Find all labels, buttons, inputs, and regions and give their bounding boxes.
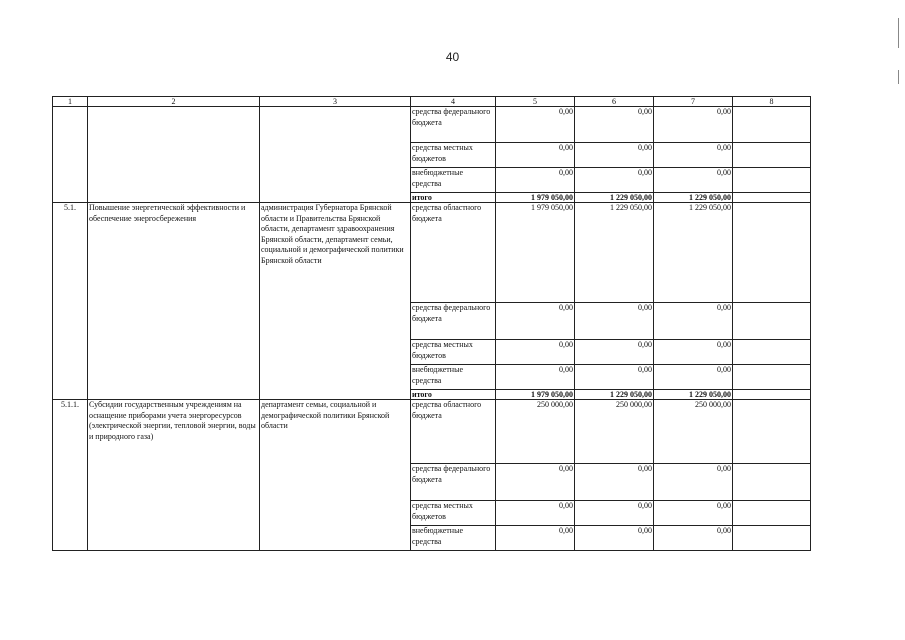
margin-mark <box>898 18 899 48</box>
amount-col7: 0,00 <box>654 107 733 143</box>
funding-source: внебюджетные средства <box>411 526 496 551</box>
amount-col7: 0,00 <box>654 143 733 168</box>
notes-cell <box>733 340 811 365</box>
amount-col5: 0,00 <box>496 501 575 526</box>
amount-col5: 0,00 <box>496 107 575 143</box>
notes-cell <box>733 526 811 551</box>
notes-cell <box>733 168 811 193</box>
funding-source: средства федерального бюджета <box>411 464 496 501</box>
amount-col7: 0,00 <box>654 340 733 365</box>
amount-col7: 0,00 <box>654 303 733 340</box>
column-header: 7 <box>654 97 733 107</box>
amount-col6: 1 229 050,00 <box>575 203 654 303</box>
amount-col7: 0,00 <box>654 464 733 501</box>
funding-source: средства областного бюджета <box>411 400 496 464</box>
amount-col5: 0,00 <box>496 303 575 340</box>
amount-col6: 250 000,00 <box>575 400 654 464</box>
executor: администрация Губернатора Брянской области и Правительства Брянской области, департамент здравоохранения Брянской области, департамент семьи, социальной и демографической политики Брянской области <box>260 203 411 400</box>
funding-source: средства федерального бюджета <box>411 107 496 143</box>
amount-col5: 0,00 <box>496 340 575 365</box>
amount-col7: 250 000,00 <box>654 400 733 464</box>
notes-cell <box>733 400 811 464</box>
item-number-cell <box>53 107 88 203</box>
funding-source: внебюджетные средства <box>411 168 496 193</box>
notes-cell <box>733 203 811 303</box>
amount-col6: 0,00 <box>575 464 654 501</box>
item-number: 5.1.1. <box>53 400 88 551</box>
amount-col7: 0,00 <box>654 526 733 551</box>
amount-col5: 0,00 <box>496 168 575 193</box>
column-header: 2 <box>88 97 260 107</box>
amount-col6: 0,00 <box>575 340 654 365</box>
column-header: 1 <box>53 97 88 107</box>
amount-col7: 1 229 050,00 <box>654 193 733 203</box>
notes-cell <box>733 193 811 203</box>
amount-col6: 0,00 <box>575 303 654 340</box>
funding-source: средства федерального бюджета <box>411 303 496 340</box>
amount-col5: 1 979 050,00 <box>496 390 575 400</box>
amount-col5: 0,00 <box>496 526 575 551</box>
notes-cell <box>733 365 811 390</box>
item-name: Повышение энергетической эффективности и обеспечение энергосбережения <box>88 203 260 400</box>
funding-source: средства местных бюджетов <box>411 340 496 365</box>
budget-table <box>52 96 811 551</box>
amount-col6: 1 229 050,00 <box>575 390 654 400</box>
amount-col6: 0,00 <box>575 143 654 168</box>
table-row <box>53 400 811 464</box>
amount-col7: 0,00 <box>654 501 733 526</box>
item-name-cell <box>88 107 260 203</box>
funding-source: внебюджетные средства <box>411 365 496 390</box>
table-row <box>53 107 811 143</box>
funding-source: средства местных бюджетов <box>411 143 496 168</box>
amount-col7: 0,00 <box>654 168 733 193</box>
funding-source: итого <box>411 390 496 400</box>
amount-col5: 1 979 050,00 <box>496 203 575 303</box>
page-number: 40 <box>445 50 460 64</box>
notes-cell <box>733 303 811 340</box>
amount-col5: 0,00 <box>496 365 575 390</box>
amount-col6: 0,00 <box>575 501 654 526</box>
table-header-row <box>53 97 811 107</box>
table-row <box>53 203 811 303</box>
amount-col5: 0,00 <box>496 464 575 501</box>
amount-col5: 1 979 050,00 <box>496 193 575 203</box>
amount-col6: 1 229 050,00 <box>575 193 654 203</box>
column-header: 3 <box>260 97 411 107</box>
funding-source: итого <box>411 193 496 203</box>
margin-mark <box>898 70 899 84</box>
executor: департамент семьи, социальной и демографической политики Брянской области <box>260 400 411 551</box>
item-number: 5.1. <box>53 203 88 400</box>
column-header: 5 <box>496 97 575 107</box>
notes-cell <box>733 390 811 400</box>
amount-col6: 0,00 <box>575 365 654 390</box>
column-header: 4 <box>411 97 496 107</box>
column-header: 8 <box>733 97 811 107</box>
amount-col7: 1 229 050,00 <box>654 390 733 400</box>
item-name: Субсидии государственным учреждениям на оснащение приборами учета энергоресурсов (электрической энергии, тепловой энергии, воды и природного газа) <box>88 400 260 551</box>
amount-col5: 0,00 <box>496 143 575 168</box>
amount-col5: 250 000,00 <box>496 400 575 464</box>
notes-cell <box>733 464 811 501</box>
executor-cell <box>260 107 411 203</box>
amount-col7: 0,00 <box>654 365 733 390</box>
amount-col6: 0,00 <box>575 526 654 551</box>
notes-cell <box>733 501 811 526</box>
amount-col6: 0,00 <box>575 168 654 193</box>
funding-source: средства местных бюджетов <box>411 501 496 526</box>
notes-cell <box>733 107 811 143</box>
notes-cell <box>733 143 811 168</box>
funding-source: средства областного бюджета <box>411 203 496 303</box>
amount-col6: 0,00 <box>575 107 654 143</box>
amount-col7: 1 229 050,00 <box>654 203 733 303</box>
column-header: 6 <box>575 97 654 107</box>
